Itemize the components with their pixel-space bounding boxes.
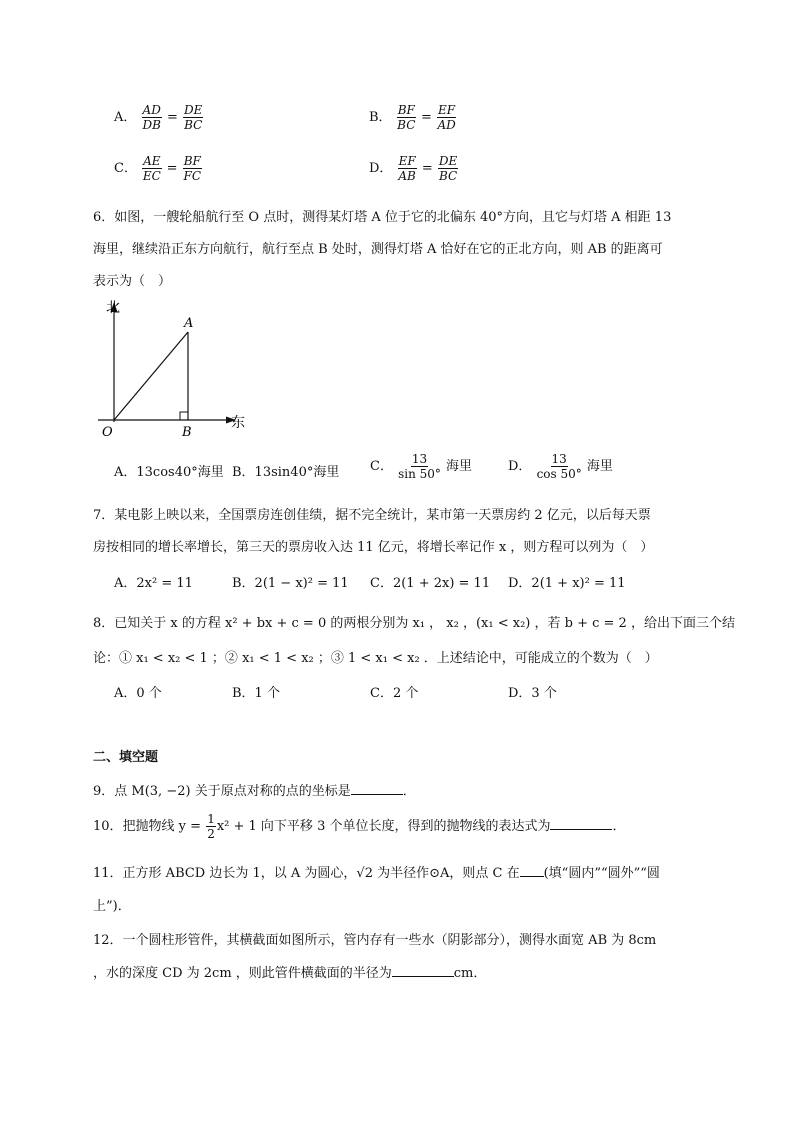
q5-option-d[interactable]	[369, 154, 459, 183]
answer-blank[interactable]	[550, 817, 612, 830]
right-angle-mark	[180, 412, 188, 420]
fraction-left: $\frac{AD}{DB}$	[142, 103, 161, 132]
unit: 海里	[446, 459, 473, 474]
fraction-right: $\frac{DE}{BC}$	[184, 103, 203, 132]
q7-option-d[interactable]: D．2(1 + x)² = 11	[508, 576, 626, 591]
fraction: $\frac{13}{\cos 50^\circ}$	[536, 452, 582, 481]
equals-sign: =	[421, 161, 433, 176]
east-label: 东	[231, 415, 245, 431]
q6-option-a[interactable]: A．13cos40°海里	[114, 465, 224, 480]
q6-line-3: 表示为（ ）	[93, 274, 172, 289]
fraction-left: $\frac{AE}{EC}$	[142, 154, 161, 183]
q10-text: 10．把抛物线 y =	[93, 819, 206, 834]
q10-text-mid: x² + 1 向下平移 3 个单位长度，得到的抛物线的表达式为	[216, 819, 551, 834]
q6-line-1: 6．如图，一艘轮船航行至 O 点时，测得某灯塔 A 位于它的北偏东 40°方向，且它与灯塔 A 相距 13	[93, 210, 672, 225]
answer-blank[interactable]	[351, 782, 403, 795]
q12-text: ，水的深度 CD 为 2cm ，则此管件横截面的半径为	[93, 966, 392, 981]
q7-line-1: 7．某电影上映以来，全国票房连创佳绩，据不完全统计，某市第一天票房约 2 亿元，以后每天票	[93, 508, 651, 523]
option-label: C．	[114, 161, 137, 176]
q12-line-2	[93, 962, 486, 981]
point-a-label: A	[184, 316, 194, 331]
q8-line-2: 论：① x₁ < x₂ < 1 ；② x₁ < 1 < x₂ ；③ 1 < x₁ < x₂ ．上述结论中，可能成立的个数为（ ）	[93, 651, 658, 666]
q9-end: ．	[402, 784, 416, 799]
q12-line-1: 12．一个圆柱形管件，其横截面如图所示，管内存有一些水（阴影部分），测得水面宽 AB 为 8cm	[93, 933, 657, 948]
q9	[93, 780, 416, 799]
q6-figure	[90, 296, 260, 441]
q12-end: cm．	[453, 966, 487, 981]
north-label: 北	[106, 300, 120, 316]
q11-text: 11．正方形 ABCD 边长为 1，以 A 为圆心，√2 为半径作⊙A，则点 C 在	[93, 866, 520, 881]
q6-line-2: 海里，继续沿正东方向航行，航行至点 B 处时，测得灯塔 A 恰好在它的正北方向，则 AB 的距离可	[93, 242, 663, 257]
segment-oa	[114, 332, 188, 420]
point-b-label: B	[182, 425, 192, 440]
q5-option-b[interactable]	[369, 103, 457, 132]
fraction: $\frac{1}{2}$	[207, 812, 215, 841]
q10	[93, 812, 625, 841]
fraction: $\frac{13}{\sin 50^\circ}$	[398, 452, 441, 481]
q11-line-2: 上”)．	[93, 899, 131, 914]
q8-line-1: 8．已知关于 x 的方程 x² + bx + c = 0 的两根分别为 x₁ ， x₂ ，(x₁ < x₂) ，若 b + c = 2 ，给出下面三个结	[93, 616, 735, 631]
equals-sign: =	[421, 110, 432, 125]
fraction-right: $\frac{DE}{BC}$	[438, 154, 458, 183]
q6-option-c[interactable]	[370, 452, 472, 481]
option-label: D．	[369, 161, 393, 176]
fraction-left: $\frac{BF}{BC}$	[397, 103, 416, 132]
option-label: B．	[369, 110, 392, 125]
q6-option-d[interactable]	[508, 452, 613, 481]
q7-option-a[interactable]: A．2x² = 11	[114, 576, 193, 591]
q6-option-b[interactable]: B．13sin40°海里	[232, 465, 340, 480]
q9-text: 9．点 M(3, −2) 关于原点对称的点的坐标是	[93, 784, 351, 799]
equals-sign: =	[166, 110, 178, 125]
q11-line-1	[93, 862, 660, 881]
q8-option-c[interactable]: C．2 个	[370, 686, 419, 701]
q10-end: ．	[612, 819, 626, 834]
q8-option-b[interactable]: B．1 个	[232, 686, 280, 701]
q7-option-c[interactable]: C．2(1 + 2x) = 11	[370, 576, 491, 591]
answer-blank[interactable]	[520, 864, 544, 877]
q7-option-b[interactable]: B．2(1 − x)² = 11	[232, 576, 349, 591]
unit: 海里	[586, 459, 613, 474]
fraction-right: $\frac{BF}{FC}$	[183, 154, 202, 183]
q11-hint: (填“圆内”“圆外”“圆	[543, 866, 660, 881]
option-label: D．	[508, 459, 532, 474]
q8-option-a[interactable]: A．0 个	[114, 686, 162, 701]
equals-sign: =	[166, 161, 178, 176]
option-label: C．	[370, 459, 393, 474]
answer-blank[interactable]	[392, 964, 454, 977]
option-label: A．	[114, 110, 137, 125]
section-heading: 二、填空题	[93, 750, 159, 765]
fraction-right: $\frac{EF}{AD}$	[437, 103, 456, 132]
point-o-label: O	[102, 425, 113, 440]
q5-option-a[interactable]	[114, 103, 204, 132]
q8-option-d[interactable]: D．3 个	[508, 686, 557, 701]
q7-line-2: 房按相同的增长率增长，第三天的票房收入达 11 亿元，将增长率记作 x ，则方程可以列为（ ）	[93, 540, 654, 555]
fraction-left: $\frac{EF}{AB}$	[398, 154, 416, 183]
q5-option-c[interactable]	[114, 154, 203, 183]
